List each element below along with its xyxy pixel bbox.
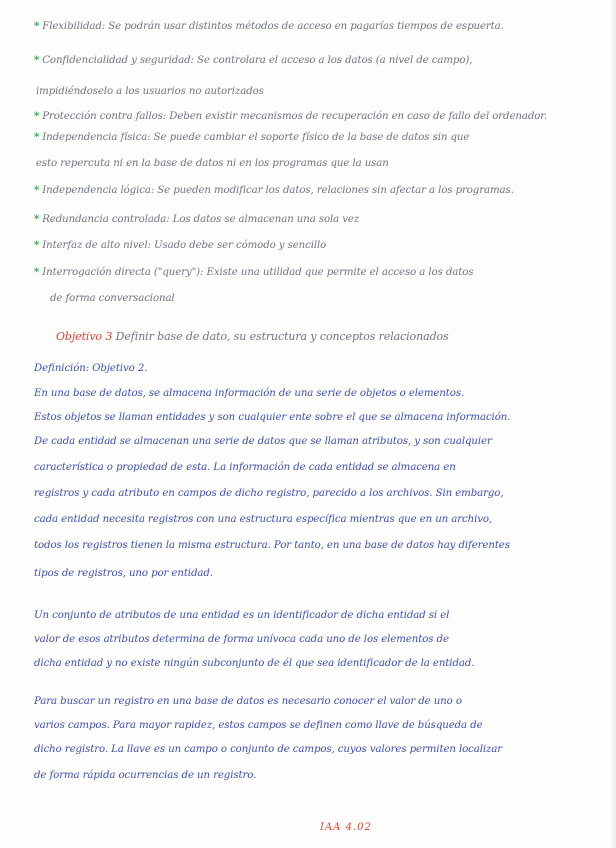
- text-line: Para buscar un registro en una base de datos es necesario conocer el valor de uno o: [34, 696, 462, 707]
- star-bullet-icon: *: [34, 266, 40, 278]
- star-bullet-icon: *: [34, 54, 40, 66]
- objective-heading: Objetivo 3: [56, 330, 113, 343]
- text-line: todos los registros tienen la misma estructura. Por tanto, en una base de datos hay diferentes: [34, 540, 510, 551]
- text-line: cada entidad necesita registros con una estructura específica mientras que en un archivo,: [34, 514, 493, 525]
- page-footer-code: IAA 4.02: [320, 822, 372, 833]
- bullet-text: Interrogación directa ("query"): Existe una utilidad que permite el acceso a los datos: [42, 267, 474, 278]
- bullet-text: Flexibilidad: Se podrán usar distintos métodos de acceso en pagarías tiempos de espuerta.: [42, 21, 504, 32]
- text-line: valor de esos atributos determina de forma unívoca cada uno de los elementos de: [34, 634, 449, 645]
- text-line: De cada entidad se almacenan una serie de datos que se llaman atributos, y son cualquier: [34, 436, 492, 447]
- page-edge-shadow: [610, 0, 616, 848]
- bullet-continuation: impidiéndoselo a los usuarios no autorizados: [36, 86, 264, 97]
- bullet-item: [34, 20, 504, 32]
- bullet-text: Confidencialidad y seguridad: Se controlara el acceso a los datos (a nivel de campo),: [42, 55, 473, 66]
- bullet-item: [34, 54, 472, 66]
- bullet-item: [34, 266, 473, 278]
- bullet-text: Protección contra fallos: Deben existir mecanismos de recuperación en caso de fallo del ordenador.: [42, 111, 548, 122]
- objective-heading-line: [56, 330, 449, 343]
- bullet-item: [34, 184, 514, 196]
- definition-line: Definición: Objetivo 2.: [34, 363, 148, 374]
- star-bullet-icon: *: [34, 239, 40, 251]
- star-bullet-icon: *: [34, 184, 40, 196]
- text-line: Estos objetos se llaman entidades y son cualquier ente sobre el que se almacena información.: [34, 412, 511, 423]
- bullet-text: Interfaz de alto nivel: Usado debe ser cómodo y sencillo: [42, 240, 327, 251]
- text-line: dicho registro. La llave es un campo o conjunto de campos, cuyos valores permiten localizar: [34, 744, 503, 755]
- objective-text: Definir base de dato, su estructura y conceptos relacionados: [115, 330, 449, 343]
- text-line: En una base de datos, se almacena información de una serie de objetos o elementos.: [34, 388, 465, 399]
- bullet-text: Independencia física: Se puede cambiar el soporte físico de la base de datos sin que: [42, 132, 470, 143]
- text-line: dicha entidad y no existe ningún subconjunto de él que sea identificador de la entidad.: [34, 658, 475, 669]
- star-bullet-icon: *: [34, 20, 40, 32]
- bullet-continuation: esto repercuta ni en la base de datos ni en los programas que la usan: [36, 158, 389, 169]
- star-bullet-icon: *: [34, 213, 40, 225]
- bullet-text: Redundancia controlada: Los datos se almacenan una sola vez: [42, 214, 360, 225]
- bullet-text: Independencia lógica: Se pueden modificar los datos, relaciones sin afectar a los programas.: [42, 185, 514, 196]
- text-line: de forma rápida ocurrencias de un registro.: [34, 770, 257, 781]
- text-line: Un conjunto de atributos de una entidad es un identificador de dicha entidad si el: [34, 610, 450, 621]
- text-line: tipos de registros, uno por entidad.: [34, 568, 213, 579]
- star-bullet-icon: *: [34, 110, 40, 122]
- star-bullet-icon: *: [34, 131, 40, 143]
- text-line: registros y cada atributo en campos de dicho registro, parecido a los archivos. Sin embargo,: [34, 488, 504, 499]
- bullet-continuation: de forma conversacional: [50, 293, 175, 304]
- text-line: varios campos. Para mayor rapidez, estos campos se definen como llave de búsqueda de: [34, 720, 483, 731]
- text-line: característica o propiedad de esta. La información de cada entidad se almacena en: [34, 462, 456, 473]
- bullet-item: [34, 131, 469, 143]
- bullet-item: [34, 213, 359, 225]
- bullet-item: [34, 110, 547, 122]
- bullet-item: [34, 239, 326, 251]
